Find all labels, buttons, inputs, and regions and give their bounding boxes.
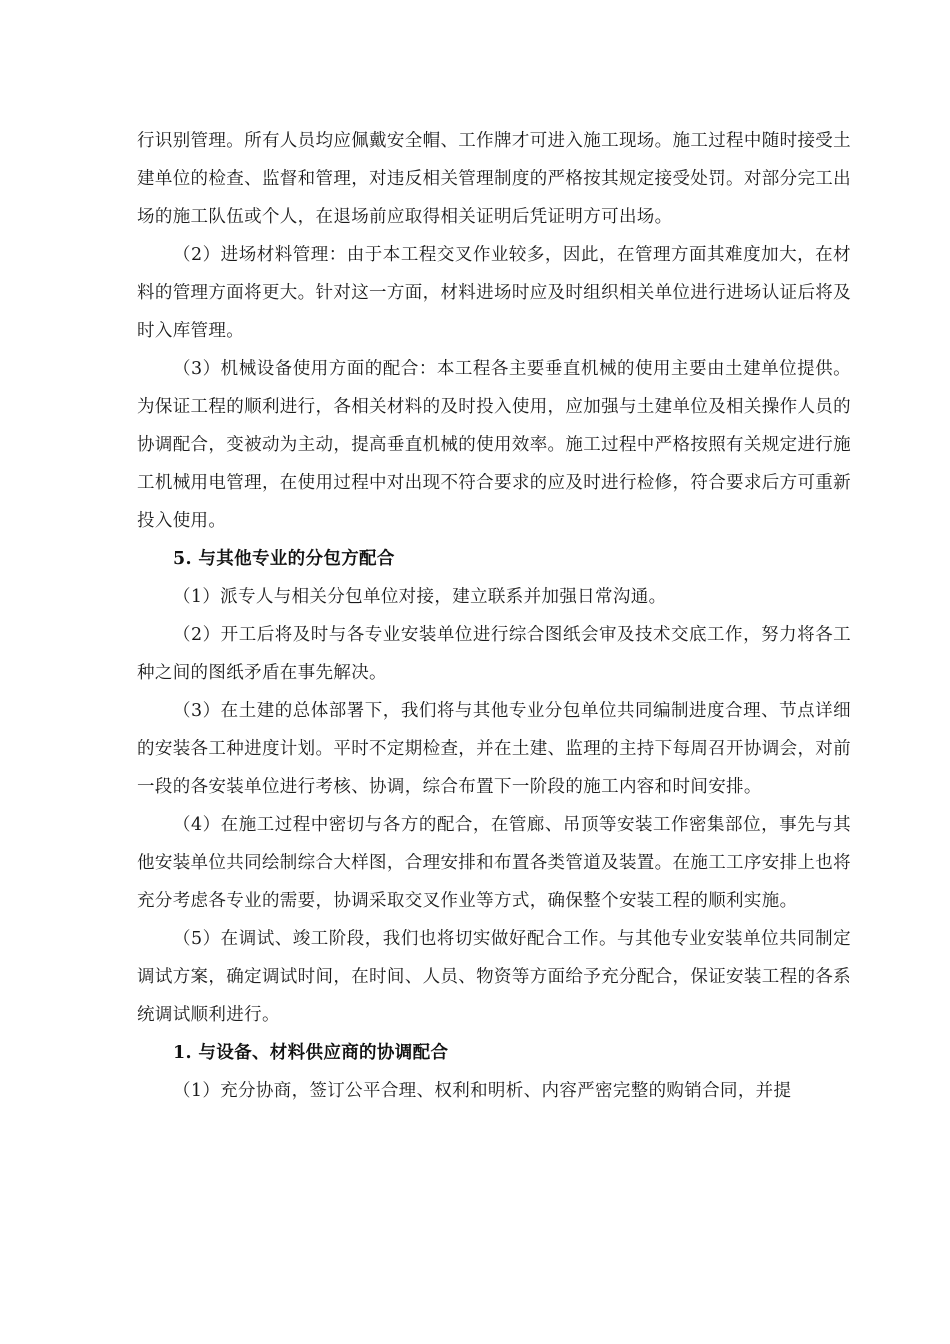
paragraph-personnel-management-continued: 行识别管理。所有人员均应佩戴安全帽、工作牌才可进入施工现场。施工过程中随时接受土建单位的检查、监督和管理，对违反相关管理制度的严格按其规定接受处罚。对部分完工出场的施工队伍或个人，在退场前应取得相关证明后凭证明方可出场。 [137, 131, 851, 227]
section-heading-supplier-coordination: 1. 与设备、材料供应商的协调配合 [173, 1043, 449, 1063]
document-body [137, 122, 851, 1110]
paragraph-subcontractor-item-5: （5）在调试、竣工阶段，我们也将切实做好配合工作。与其他专业安装单位共同制定调试方案，确定调试时间，在时间、人员、物资等方面给予充分配合，保证安装工程的各系统调试顺利进行。 [137, 929, 851, 1025]
paragraph-supplier-item-1: （1）充分协商，签订公平合理、权利和明析、内容严密完整的购销合同，并提 [173, 1081, 792, 1101]
section-heading-subcontractor-coordination: 5. 与其他专业的分包方配合 [173, 549, 395, 569]
paragraph-subcontractor-item-4: （4）在施工过程中密切与各方的配合，在管廊、吊顶等安装工作密集部位，事先与其他安装单位共同绘制综合大样图，合理安排和布置各类管道及装置。在施工工序安排上也将充分考虑各专业的需要，协调采取交叉作业等方式，确保整个安装工程的顺利实施。 [137, 815, 851, 911]
paragraph-subcontractor-item-3: （3）在土建的总体部署下，我们将与其他专业分包单位共同编制进度合理、节点详细的安装各工种进度计划。平时不定期检查，并在土建、监理的主持下每周召开协调会，对前一段的各安装单位进行考核、协调，综合布置下一阶段的施工内容和时间安排。 [137, 701, 851, 797]
paragraph-subcontractor-item-1: （1）派专人与相关分包单位对接，建立联系并加强日常沟通。 [173, 587, 667, 607]
paragraph-machinery-coordination: （3）机械设备使用方面的配合：本工程各主要垂直机械的使用主要由土建单位提供。为保证工程的顺利进行，各相关材料的及时投入使用，应加强与土建单位及相关操作人员的协调配合，变被动为主动，提高垂直机械的使用效率。施工过程中严格按照有关规定进行施工机械用电管理，在使用过程中对出现不符合要求的应及时进行检修，符合要求后方可重新投入使用。 [137, 359, 851, 531]
paragraph-material-management: （2）进场材料管理：由于本工程交叉作业较多，因此，在管理方面其难度加大，在材料的管理方面将更大。针对这一方面，材料进场时应及时组织相关单位进行进场认证后将及时入库管理。 [137, 245, 851, 341]
paragraph-subcontractor-item-2: （2）开工后将及时与各专业安装单位进行综合图纸会审及技术交底工作，努力将各工种之间的图纸矛盾在事先解决。 [137, 625, 851, 683]
